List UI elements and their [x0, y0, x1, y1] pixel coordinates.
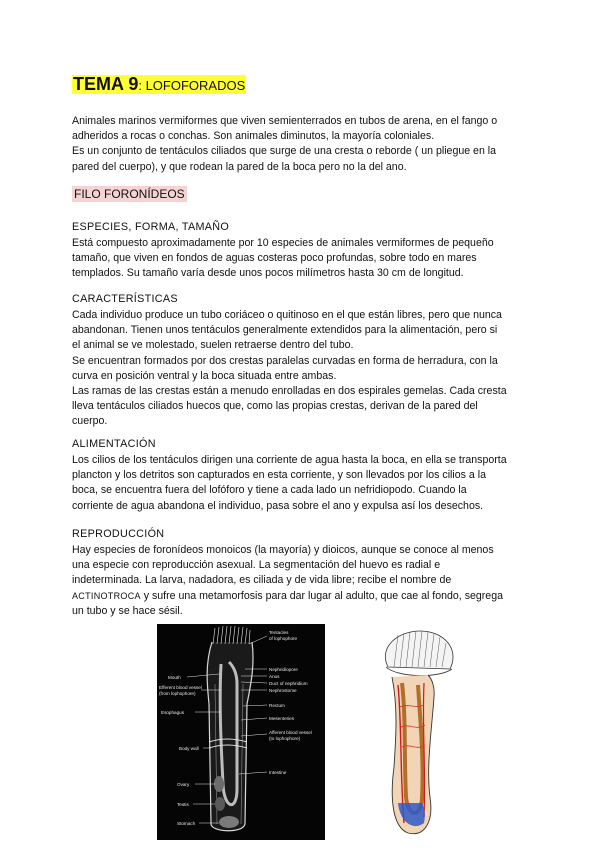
section-heading: REPRODUCCIÓN: [72, 528, 165, 540]
ovary-drawing: [214, 776, 224, 792]
label-mouth: Mouth: [168, 675, 181, 680]
label-mesenteries: Mesenteries: [269, 716, 295, 721]
label-of-lophophore: of lophophore: [269, 636, 298, 641]
text-line: ACTINOTROCA y sufre una metamorfosis para dar lugar al adulto, que cae al fondo, segrega: [72, 589, 503, 602]
text-line: cuerpo.: [72, 415, 108, 428]
text-line: el animal se ve molestado, suelen retraerse dentro del tubo.: [72, 339, 354, 352]
label-duct-nephridium: Duct of nephridium: [269, 681, 308, 686]
title-topic: : LOFOFORADOS: [138, 78, 246, 93]
section-heading: CARACTERÍSTICAS: [72, 293, 178, 305]
text-line: Cada individuo produce un tubo coriáceo o quitinoso en el que están libres, pero que nunca: [72, 309, 502, 321]
label-afferent-1: Afferent blood vessel: [269, 730, 312, 735]
lophophore-drawing: [385, 631, 453, 669]
text-line: pared del cuerpo), y que rodean la pared de la boca pero no la del ano.: [72, 160, 407, 173]
label-nephrostome: Nephrostome: [269, 688, 297, 693]
text-line: Está compuesto aproximadamente por 10 especies de animales vermiformes de pequeño: [72, 237, 494, 249]
section-reproduccion: [72, 527, 532, 619]
phoronid-anatomy-diagram: [157, 624, 325, 840]
text-line: Los cilios de los tentáculos dirigen una corriente de agua hasta la boca, en ella se transporta: [72, 454, 507, 466]
anatomy-svg: [157, 624, 325, 840]
text-line: adheridos a rocas o conchas. Son animales diminutos, la mayoría coloniales.: [72, 130, 435, 143]
text-line: curva en posición ventral y la boca situada entre ambas.: [72, 369, 337, 382]
label-tentacles: Tentacles: [269, 630, 289, 635]
text-line: boca, se encuentra fuera del lofóforo y tiene a cada lado un nefridiopodo. Cuando la: [72, 484, 467, 497]
section-alimentacion: [72, 437, 532, 514]
text-line: Animales marinos vermiformes que viven semienterrados en tubos de arena, en el fango o: [72, 115, 498, 127]
page-title: [72, 74, 246, 96]
section-heading: ALIMENTACIÓN: [72, 438, 156, 450]
body-outline: [207, 642, 253, 831]
text-line: lleva tentáculos ciliados huecos que, como las propias crestas, derivan de la pared del: [72, 400, 478, 413]
label-efferent-1: Efferent blood vessel: [159, 685, 202, 690]
testis-drawing: [215, 797, 225, 811]
phoronid-color-illustration: [368, 627, 460, 839]
section-heading: ESPECIES, FORMA, TAMAÑO: [72, 221, 230, 233]
label-esophagus: Esophagus: [161, 710, 184, 715]
label-nephridiopore: Nephridiopore: [269, 667, 298, 672]
label-ovary: Ovary: [177, 782, 190, 787]
intro-paragraph: [72, 114, 532, 175]
text-line: Hay especies de foronídeos monoicos (la mayoría) y dioicos, aunque se conoce al menos: [72, 544, 494, 556]
label-stomach: Stomach: [177, 821, 196, 826]
title-number: TEMA 9: [73, 74, 139, 94]
text-line: Las ramas de las crestas están a menudo enrolladas en dos espirales gemelas. Cada cresta: [72, 385, 507, 398]
label-testis: Testis: [177, 802, 189, 807]
text-line: corriente de agua abandona el individuo, pasa sobre el ano y expulsa así los desechos.: [72, 499, 484, 512]
text-line: indeterminada. La larva, nadadora, es ciliada y de vida libre; recibe el nombre de: [72, 574, 452, 587]
text-line: abandonan. Tienen unos tentáculos generalmente extendidos para la alimentación, pero si: [72, 324, 498, 337]
text-line: Es un conjunto de tentáculos ciliados que surge de una cresta o reborde ( un pliegue en la: [72, 145, 497, 158]
text-line: Se encuentran formados por dos crestas paralelas curvadas en forma de herradura, con la: [72, 354, 498, 367]
text-line: templados. Su tamaño varía desde unos pocos milímetros hasta 30 cm de longitud.: [72, 267, 464, 280]
stomach-drawing: [219, 816, 239, 828]
section-caracteristicas: [72, 292, 532, 430]
tentacles-drawing: [213, 626, 250, 644]
text-line: un tubo y se hace sésil.: [72, 604, 183, 617]
phoronid-svg: [368, 627, 460, 839]
label-efferent-2: (from lophophore): [159, 691, 196, 696]
section-especies: [72, 220, 532, 282]
label-intestine: Intestine: [269, 770, 287, 775]
label-anus: Anus: [269, 674, 280, 679]
larva-name: ACTINOTROCA: [72, 590, 141, 601]
label-rectum: Rectum: [269, 703, 285, 708]
text-line: plancton y los detritos son capturados en esta corriente, y son llevados por los cilios a la: [72, 469, 486, 482]
phylum-heading: FILO FORONÍDEOS: [74, 187, 185, 201]
label-afferent-2: (to lophophore): [269, 736, 301, 741]
label-body-wall: Body wall: [179, 746, 199, 751]
text-line: una especie con reproducción asexual. La segmentación del huevo es radial e: [72, 559, 441, 572]
text-line: tamaño, que viven en fondos de aguas costeras poco profundas, sobre todo en mares: [72, 252, 477, 265]
